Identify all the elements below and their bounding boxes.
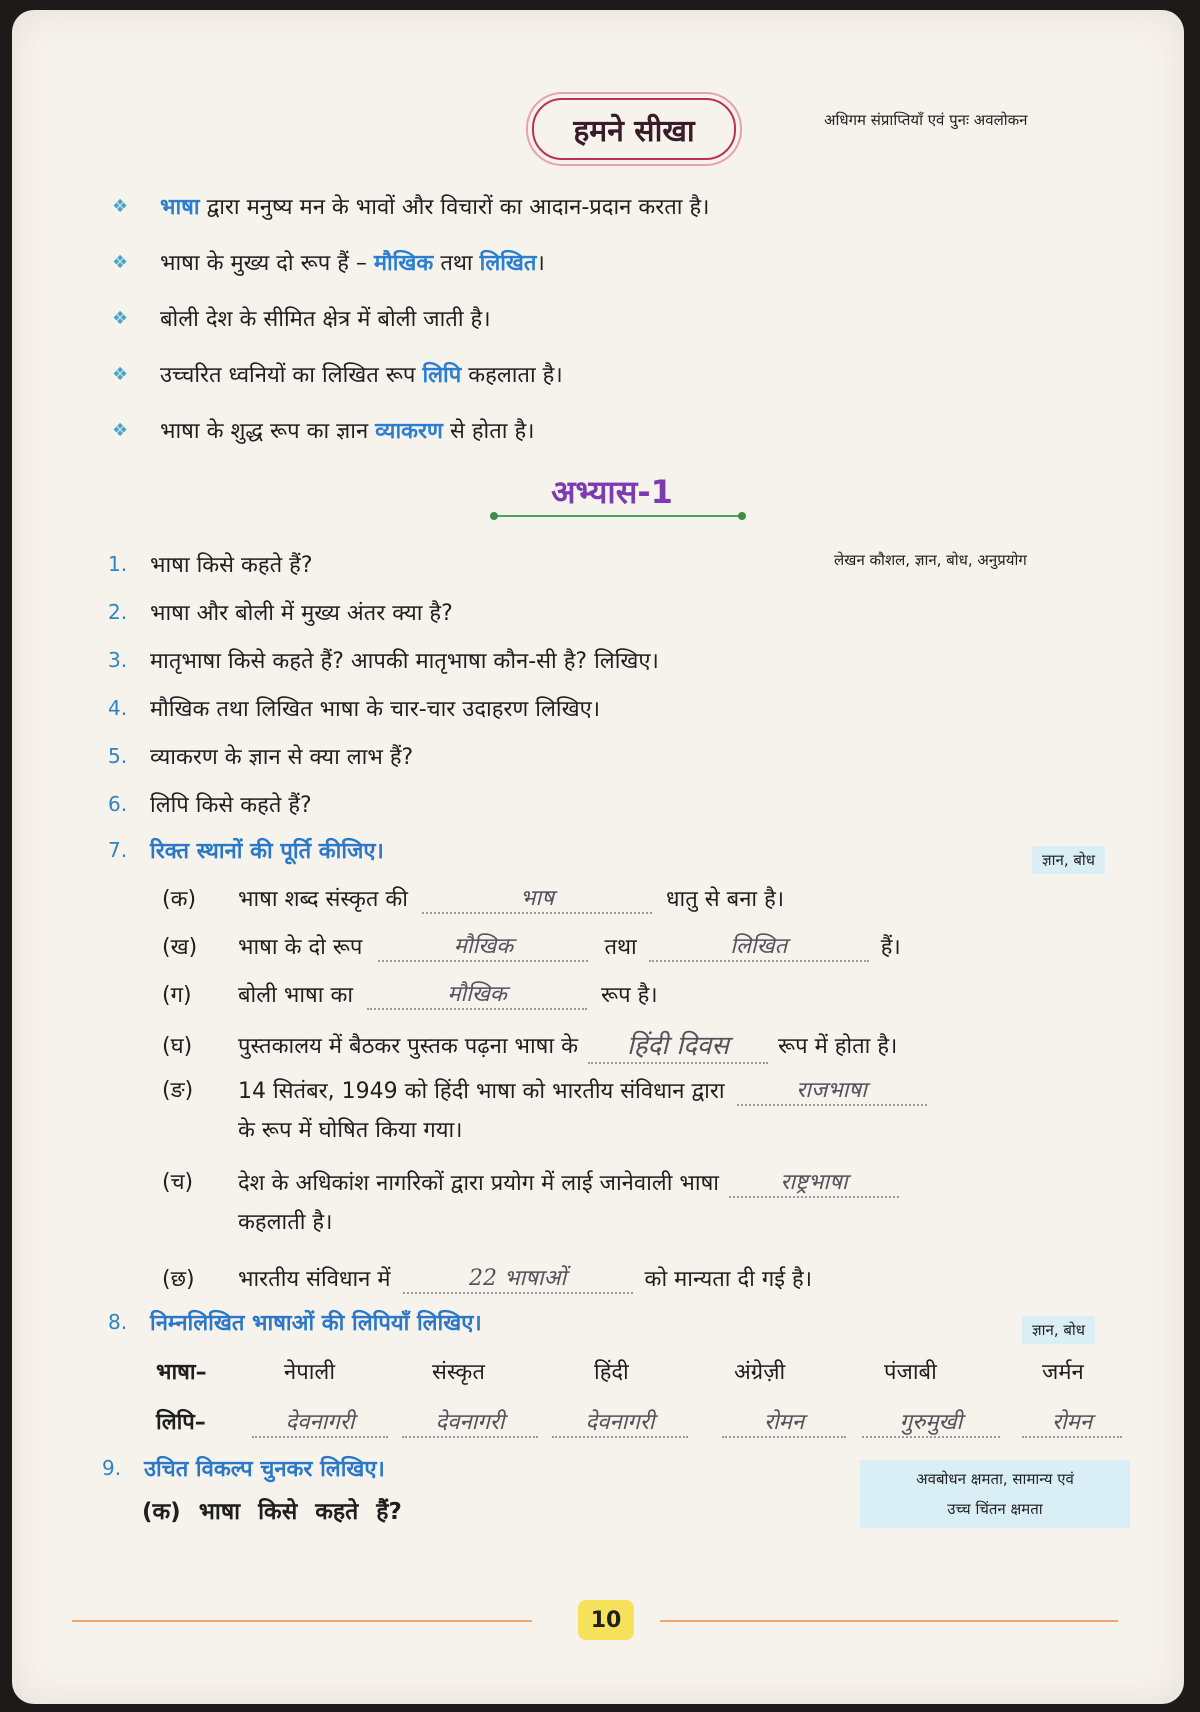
diamond-bullet-icon: ❖ (112, 419, 129, 441)
answer-blank: राष्ट्रभाषा (729, 1166, 899, 1198)
summary-item: ❖ उच्चरित ध्वनियों का लिखित रूप लिपि कहलाता है। (112, 363, 563, 388)
summary-item: ❖ भाषा द्वारा मनुष्य मन के भावों और विचारों का आदान-प्रदान करता है। (112, 195, 710, 220)
answer-blank: रोमन (722, 1406, 846, 1438)
language-cell: हिंदी (594, 1360, 629, 1385)
q7-skills-tag: ज्ञान, बोध (1032, 846, 1105, 874)
script-row: लिपि– देवनागरी देवनागरी देवनागरी रोमन गुरुमुखी रोमन (156, 1406, 1136, 1450)
footer-line-right (660, 1620, 1118, 1622)
question-3: 3. मातृभाषा किसे कहते हैं? आपकी मातृभाषा कौन-सी है? लिखिए। (108, 648, 659, 674)
question-9-title: 9. उचित विकल्प चुनकर लिखिए। (102, 1456, 385, 1482)
question-6: 6. लिपि किसे कहते हैं? (108, 792, 312, 818)
skills-tag: लेखन कौशल, ज्ञान, बोध, अनुप्रयोग (834, 551, 1027, 569)
exercise-title: अभ्यास-1 (551, 473, 673, 511)
answer-blank: रोमन (1022, 1406, 1122, 1438)
answer-blank: मौखिक (378, 930, 588, 962)
diamond-bullet-icon: ❖ (112, 363, 129, 385)
q7-part-gh: (घ) पुस्तकालय में बैठकर पुस्तक पढ़ना भाषा के हिंदी दिवस रूप में होता है। (162, 1026, 897, 1064)
footer-line-left (72, 1620, 532, 1622)
question-4: 4. मौखिक तथा लिखित भाषा के चार-चार उदाहरण लिखिए। (108, 696, 601, 722)
learning-outcomes-tag: अधिगम संप्राप्तियाँ एवं पुनः अवलोकन (824, 111, 1028, 129)
answer-blank: देवनागरी (552, 1406, 688, 1438)
language-cell: पंजाबी (884, 1360, 937, 1385)
question-1: 1. भाषा किसे कहते हैं? (108, 552, 313, 578)
title-underline (494, 515, 742, 517)
section-badge: हमने सीखा (532, 98, 736, 160)
summary-item: ❖ बोली देश के सीमित क्षेत्र में बोली जाती है। (112, 307, 491, 332)
answer-blank: देवनागरी (252, 1406, 388, 1438)
q7-part-kh: (ख) भाषा के दो रूप मौखिक तथा लिखित हैं। (162, 930, 901, 962)
summary-list (112, 178, 1112, 458)
diamond-bullet-icon: ❖ (112, 307, 129, 329)
question-7-title: 7. रिक्त स्थानों की पूर्ति कीजिए। (108, 838, 384, 864)
summary-item: ❖ भाषा के मुख्य दो रूप हैं – मौखिक तथा लिखित। (112, 251, 545, 276)
question-5: 5. व्याकरण के ज्ञान से क्या लाभ हैं? (108, 744, 414, 770)
answer-blank: हिंदी दिवस (588, 1026, 768, 1064)
diamond-bullet-icon: ❖ (112, 251, 129, 273)
answer-blank: राजभाषा (737, 1074, 927, 1106)
textbook-page (12, 10, 1184, 1704)
language-cell: जर्मन (1042, 1360, 1084, 1385)
q9-skills-tag: अवबोधन क्षमता, सामान्य एवं उच्च चिंतन क्षमता (860, 1460, 1130, 1528)
answer-blank: गुरुमुखी (862, 1406, 1000, 1438)
answer-blank: मौखिक (367, 978, 587, 1010)
question-8-title: 8. निम्नलिखित भाषाओं की लिपियाँ लिखिए। (108, 1310, 482, 1336)
language-cell: नेपाली (284, 1360, 336, 1385)
answer-blank: देवनागरी (402, 1406, 538, 1438)
language-row: भाषा– नेपाली संस्कृत हिंदी अंग्रेज़ी पंजाबी जर्मन (156, 1356, 1116, 1396)
language-cell: संस्कृत (432, 1360, 485, 1385)
question-2: 2. भाषा और बोली में मुख्य अंतर क्या है? (108, 600, 453, 626)
answer-blank: लिखित (649, 930, 869, 962)
question-list (108, 540, 808, 828)
q7-part-chh: (छ) भारतीय संविधान में 22 भाषाओं को मान्यता दी गई है। (162, 1262, 812, 1294)
q8-skills-tag: ज्ञान, बोध (1022, 1316, 1095, 1344)
q7-part-ch: (च) देश के अधिकांश नागरिकों द्वारा प्रयोग में लाई जानेवाली भाषा राष्ट्रभाषा कहलाती है। (162, 1166, 1158, 1236)
page-number: 10 (578, 1600, 634, 1640)
diamond-bullet-icon: ❖ (112, 195, 129, 217)
answer-blank: 22 भाषाओं (403, 1262, 633, 1294)
language-cell: अंग्रेज़ी (734, 1360, 786, 1385)
q7-part-k: (क) भाषा शब्द संस्कृत की भाष धातु से बना है। (162, 882, 784, 914)
answer-blank: भाष (422, 882, 652, 914)
question-9-sub: (क) भाषा किसे कहते हैं? (142, 1499, 402, 1525)
summary-item: ❖ भाषा के शुद्ध रूप का ज्ञान व्याकरण से होता है। (112, 419, 535, 444)
q7-part-ng: (ङ) 14 सितंबर, 1949 को हिंदी भाषा को भारतीय संविधान द्वारा राजभाषा के रूप में घोषित किया गया। (162, 1074, 1158, 1144)
q7-part-g: (ग) बोली भाषा का मौखिक रूप है। (162, 978, 658, 1010)
